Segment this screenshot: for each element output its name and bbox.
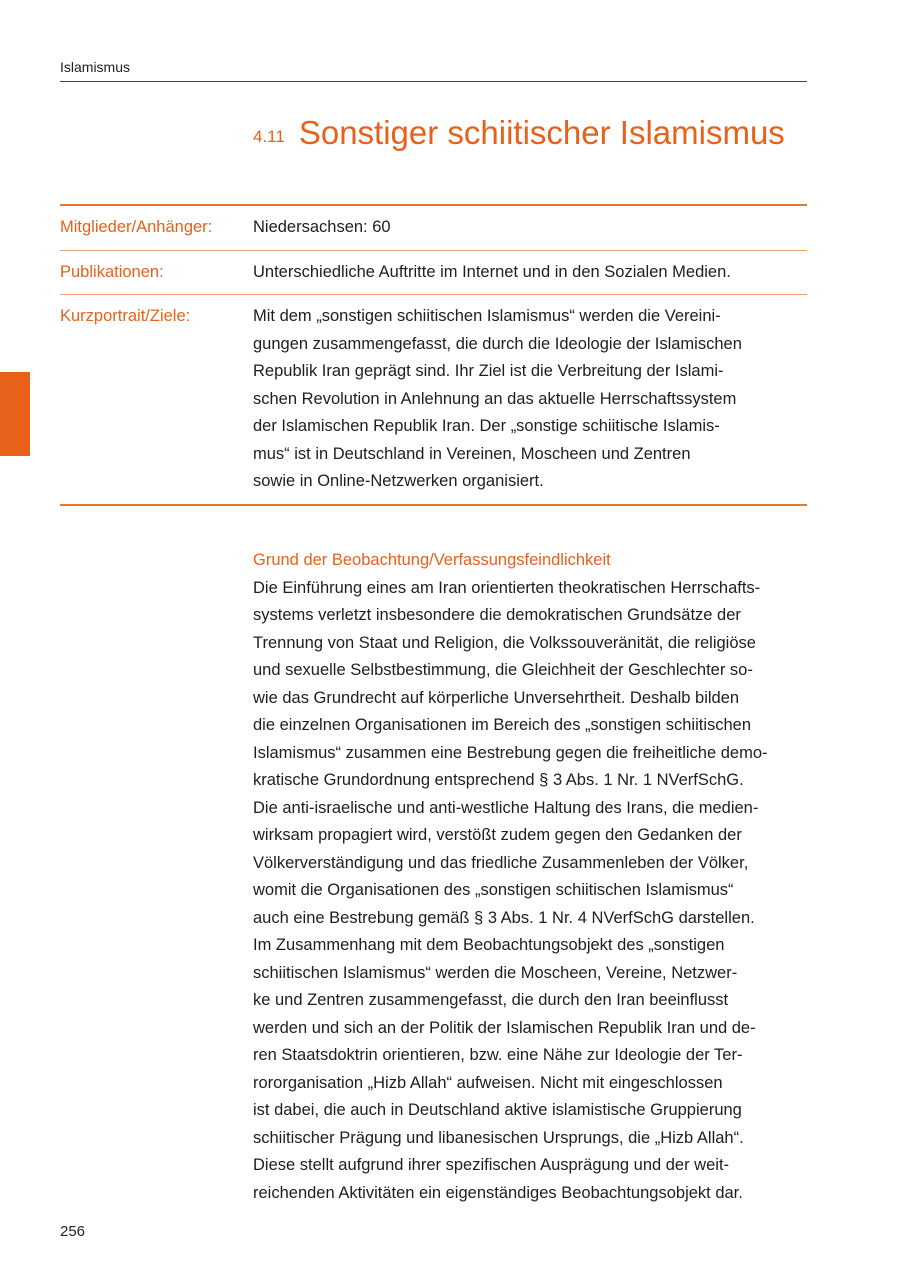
profile-label: Publikationen: [60, 262, 164, 281]
profile-label: Mitglieder/Anhänger: [60, 218, 213, 236]
chapter-number: 4.11 [253, 127, 285, 146]
header-rule [60, 81, 807, 82]
profile-row-publications [60, 251, 807, 296]
profile-value: Unterschiedliche Auftritte im Internet und in den Sozialen Medien. [253, 262, 731, 281]
profile-value: Niedersachsen: 60 [253, 218, 391, 236]
profile-table [60, 204, 807, 506]
chapter-side-tab [0, 372, 30, 456]
profile-value: Mit dem „sonstigen schiitischen Islamismus“ werden die Vereini- gungen zusammengefasst, die durch die Ideologie der Islamischen Republik Iran geprägt sind. Ihr Ziel ist die Verbreitung der Islami- schen Revolution in Anlehnung an das aktuelle Herrschaftssystem der Islamischen Republik Iran. Der „sonstige schiitische Islamis- mus“ ist in Deutschland in Vereinen, Moscheen und Zentren sowie in Online-Netzwerken organisiert. [253, 307, 742, 490]
observation-section [253, 547, 807, 1207]
profile-row-short-portrait [60, 295, 807, 504]
profile-label: Kurzportrait/Ziele: [60, 307, 191, 325]
section-paragraph: Die Einführung eines am Iran orientierten theokratischen Herrschafts- systems verletzt insbesondere die demokratischen Grundsätze der Trennung von Staat und Religion, die Volkssouveränität, die religiöse und sexuelle Selbstbestimmung, die Gleichheit der Geschlechter so- wie das Grundrecht auf körperliche Unversehrtheit. Deshalb bilden die einzelnen Organisationen im Bereich des „sonstigen schiitischen Islamismus“ zusammen eine Bestrebung gegen die freiheitliche demo- kratische Grundordnung entsprechend § 3 Abs. 1 Nr. 1 NVerfSchG. Die anti-israelische und anti-westliche Haltung des Irans, die medien- wirksam propagiert wird, verstößt zudem gegen den Gedanken der Völkerverständigung und das friedliche Zusammenleben der Völker, womit die Organisationen des „sonstigen schiitischen Islamismus“ auch eine Bestrebung gemäß § 3 Abs. 1 Nr. 4 NVerfSchG darstellen. [253, 578, 768, 927]
chapter-title [253, 114, 785, 152]
section-heading: Grund der Beobachtung/Verfassungsfeindlichkeit [253, 551, 611, 569]
section-paragraph: Im Zusammenhang mit dem Beobachtungsobjekt des „sonstigen schiitischen Islamismus“ werden die Moscheen, Vereine, Netzwer- ke und Zentren zusammengefasst, die durch den Iran beeinflusst werden und sich an der Politik der Islamischen Republik Iran und de- ren Staatsdoktrin orientieren, bzw. eine Nähe zur Ideologie der Ter- rororganisation „Hizb Allah“ aufweisen. Nicht mit eingeschlossen ist dabei, die auch in Deutschland aktive islamistische Gruppierung schiitischer Prägung und libanesischen Ursprungs, die „Hizb Allah“. Diese stellt aufgrund ihrer spezifischen Ausprägung und der weit- reichenden Aktivitäten ein eigenständiges Beobachtungsobjekt dar. [253, 936, 756, 1202]
page-number: 256 [60, 1223, 86, 1240]
profile-row-members [60, 206, 807, 251]
chapter-title-text: Sonstiger schiitischer Islamismus [298, 114, 785, 151]
running-head: Islamismus [60, 59, 131, 75]
